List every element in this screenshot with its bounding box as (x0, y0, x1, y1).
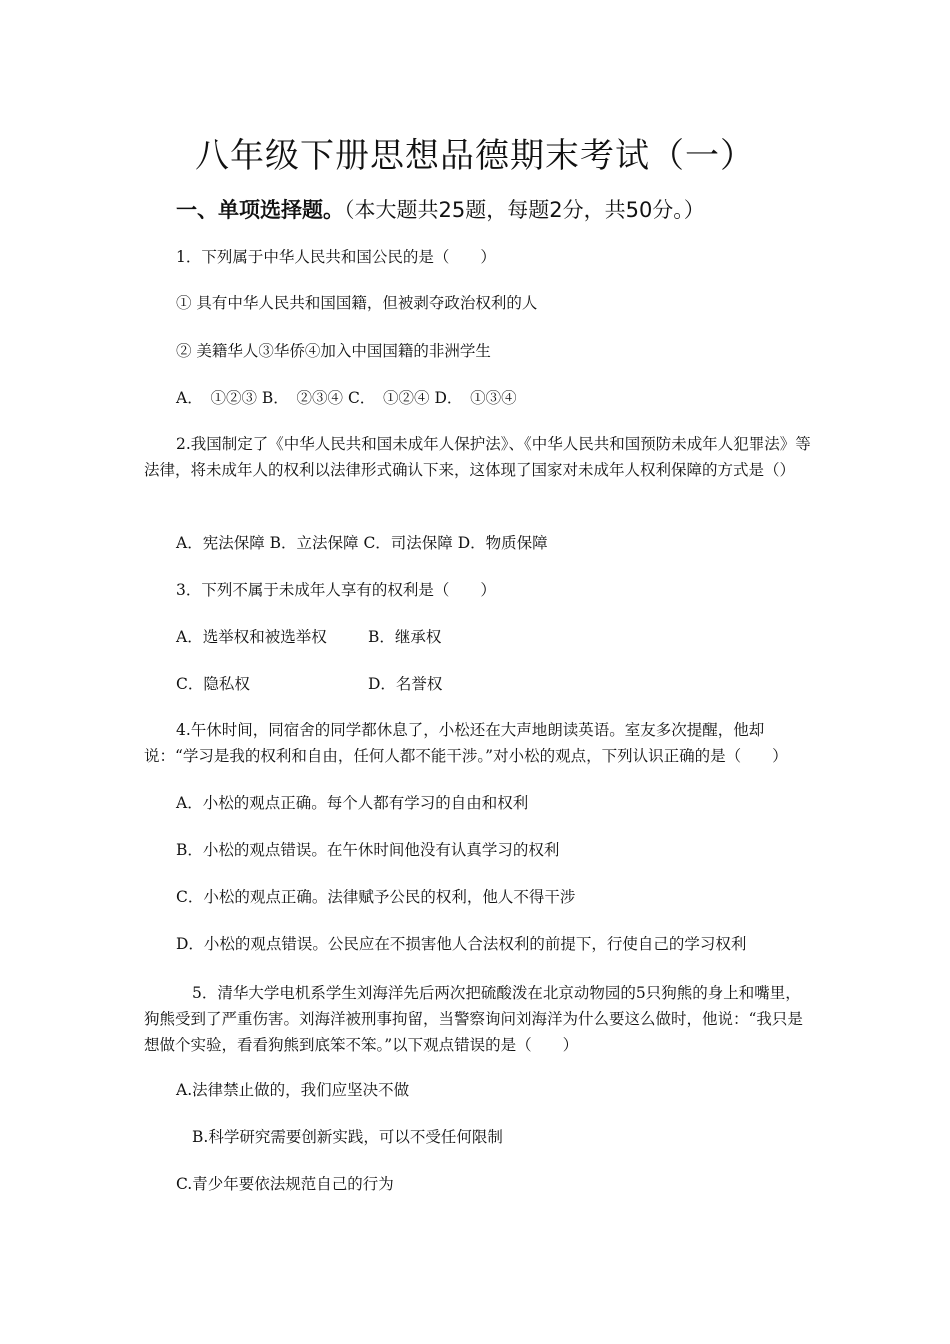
exam-title: 八年级下册思想品德期末考试（一） (195, 136, 755, 176)
q4-option-c: C．小松的观点正确。法律赋予公民的权利，他人不得干涉 (176, 888, 576, 906)
q1-options: A． ①②③ B． ②③④ C． ①②④ D． ①③④ (176, 389, 517, 407)
q3-option-d: D．名誉权 (368, 675, 443, 693)
q1-item-1: ① 具有中华人民共和国国籍，但被剥夺政治权利的人 (176, 294, 538, 312)
q5-option-b: B.科学研究需要创新实践，可以不受任何限制 (192, 1128, 503, 1146)
q1-item-2: ② 美籍华人③华侨④加入中国国籍的非洲学生 (176, 342, 491, 360)
q3-stem: 3．下列不属于未成年人享有的权利是（ ） (176, 581, 496, 599)
q5-option-a: A.法律禁止做的，我们应坚决不做 (176, 1081, 410, 1099)
section-title: 一、单项选择题。 (176, 198, 344, 222)
q2-stem: 2.我国制定了《中华人民共和国未成年人保护法》、《中华人民共和国预防未成年人犯罪法》等法律，将未成年人的权利以法律形式确认下来，这体现了国家对未成年人权利保障的方式是（） (144, 435, 811, 479)
q1-stem: 1．下列属于中华人民共和国公民的是（ ） (176, 248, 496, 266)
section-heading (176, 194, 705, 224)
q3-option-a: A．选举权和被选举权 (176, 628, 327, 646)
q3-option-b: B．继承权 (368, 628, 442, 646)
q5-stem: 5．清华大学电机系学生刘海洋先后两次把硫酸泼在北京动物园的5只狗熊的身上和嘴里，狗熊受到了严重伤害。刘海洋被刑事拘留，当警察询问刘海洋为什么要这么做时，他说：“我只是想做个实验，看看狗熊到底笨不笨。”以下观点错误的是（ ） (144, 984, 803, 1054)
q4-option-b: B．小松的观点错误。在午休时间他没有认真学习的权利 (176, 841, 560, 859)
q2-options: A．宪法保障 B．立法保障 C．司法保障 D．物质保障 (176, 534, 548, 552)
q4-option-a: A．小松的观点正确。每个人都有学习的自由和权利 (176, 794, 529, 812)
q3-option-c: C．隐私权 (176, 675, 250, 693)
section-note: （本大题共25题，每题2分，共50分。） (344, 198, 705, 222)
q5-option-c: C.青少年要依法规范自己的行为 (176, 1175, 394, 1193)
q4-option-d: D．小松的观点错误。公民应在不损害他人合法权利的前提下，行使自己的学习权利 (176, 935, 747, 953)
q4-stem: 4.午休时间，同宿舍的同学都休息了，小松还在大声地朗读英语。室友多次提醒，他却说：“学习是我的权利和自由，任何人都不能干涉。”对小松的观点，下列认识正确的是（ ） (144, 721, 788, 765)
